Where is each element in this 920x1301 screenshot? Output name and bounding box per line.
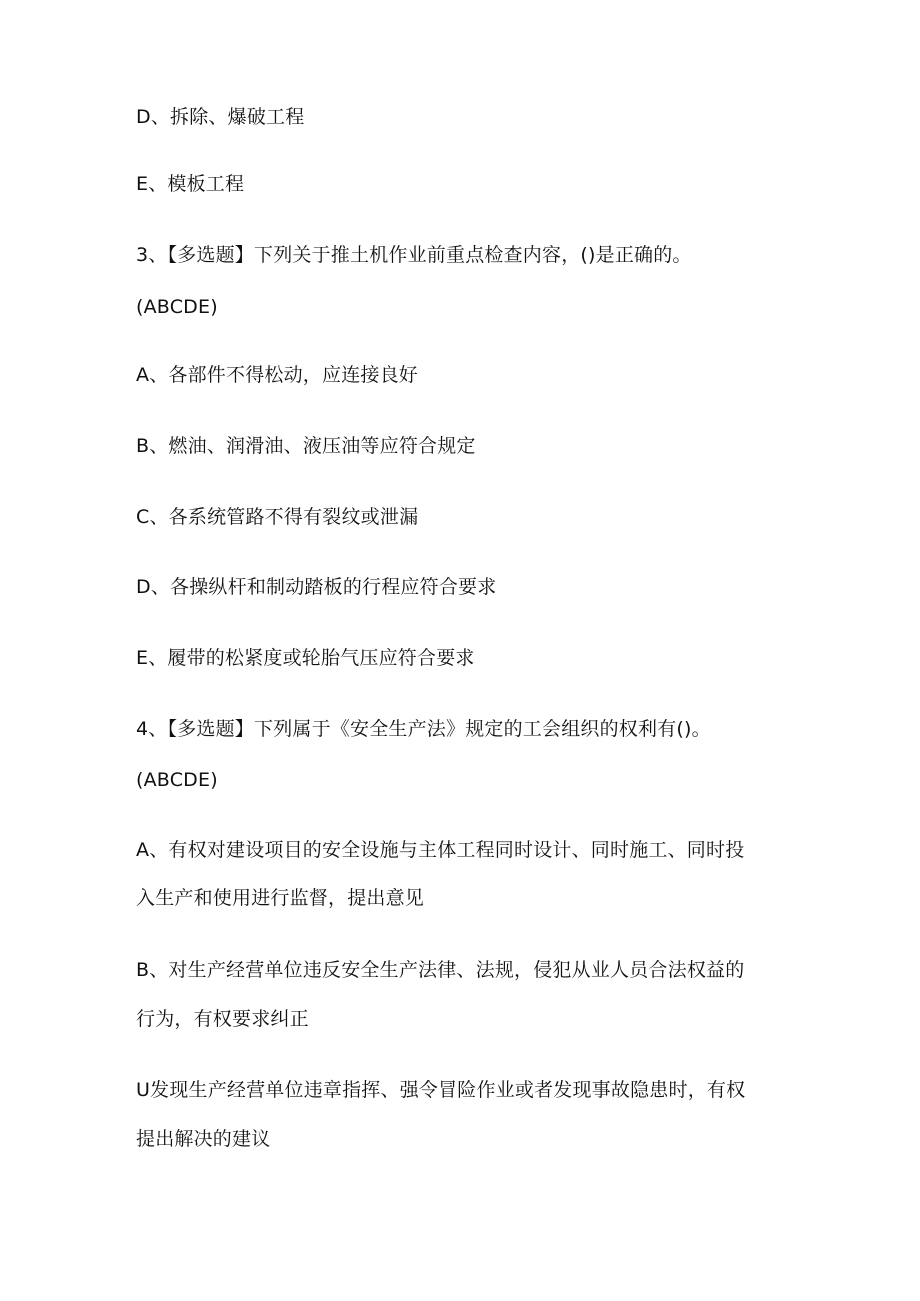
question-4-option-c-line-1: U发现生产经营单位违章指挥、强令冒险作业或者发现事故隐患时，有权 xyxy=(136,1079,746,1101)
question-4-text: 4、【多选题】下列属于《安全生产法》规定的工会组织的权利有()。 xyxy=(136,718,711,740)
question-4-answer: (ABCDE) xyxy=(136,769,218,791)
question-3-option-b: B、燃油、润滑油、液压油等应符合规定 xyxy=(136,435,476,457)
question-3-option-a: A、各部件不得松动，应连接良好 xyxy=(136,364,418,386)
option-d-line: D、拆除、爆破工程 xyxy=(136,106,305,128)
question-4-option-b-line-2: 行为，有权要求纠正 xyxy=(136,1008,309,1030)
question-3-answer: (ABCDE) xyxy=(136,296,218,318)
question-4-option-c-line-2: 提出解决的建议 xyxy=(136,1128,271,1150)
question-3-option-c: C、各系统管路不得有裂纹或泄漏 xyxy=(136,506,419,528)
question-3-text: 3、【多选题】下列关于推土机作业前重点检查内容，()是正确的。 xyxy=(136,244,692,266)
option-e-line: E、模板工程 xyxy=(136,173,245,195)
question-4-option-b-line-1: B、对生产经营单位违反安全生产法律、法规，侵犯从业人员合法权益的 xyxy=(136,959,745,981)
question-3-option-d: D、各操纵杆和制动踏板的行程应符合要求 xyxy=(136,576,497,598)
question-3-option-e: E、履带的松紧度或轮胎气压应符合要求 xyxy=(136,647,475,669)
question-4-option-a-line-1: A、有权对建设项目的安全设施与主体工程同时设计、同时施工、同时投 xyxy=(136,839,745,861)
question-4-option-a-line-2: 入生产和使用进行监督，提出意见 xyxy=(136,887,425,909)
